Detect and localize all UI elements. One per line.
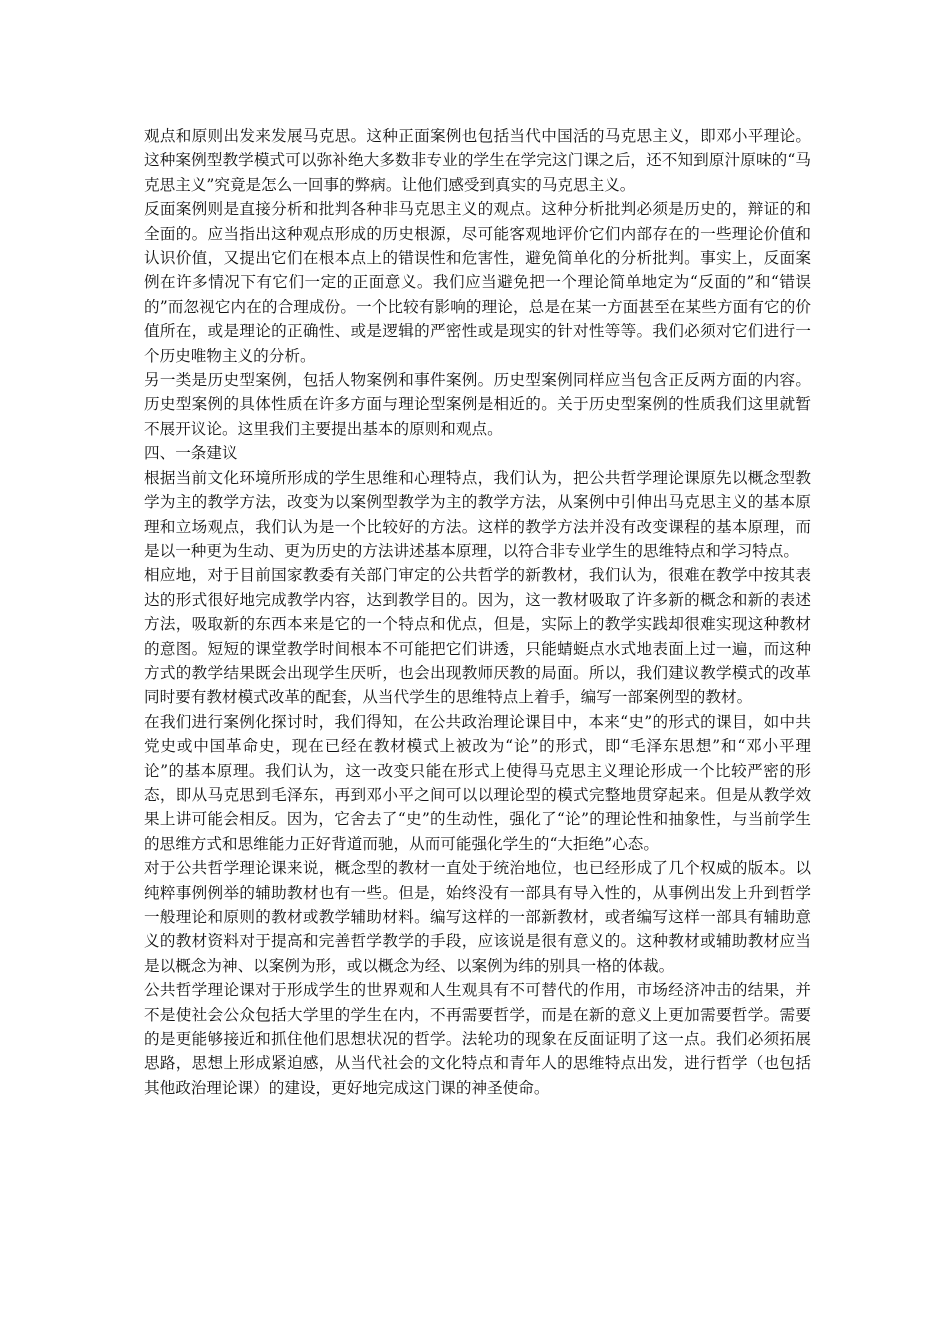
paragraph-negative-cases: 反面案例则是直接分析和批判各种非马克思主义的观点。这种分析批判必须是历史的，辩证的和全面的。应当指出这种观点形成的历史根源，尽可能客观地评价它们内部存在的一些理论价值和认识价值，又提出它们在根本点上的错误性和危害性，避免简单化的分析批判。事实上，反面案例在许多情况下有它们一定的正面意义。我们应当避免把一个理论简单地定为“反面的”和“错误的”而忽视它内在的合理成份。一个比较有影响的理论，总是在某一方面甚至在某些方面有它的价值所在，或是理论的正确性、或是逻辑的严密性或是现实的针对性等等。我们必须对它们进行一个历史唯物主义的分析。	[144, 200, 811, 365]
section-heading: 四、一条建议	[144, 444, 238, 463]
paragraph-historical-cases: 另一类是历史型案例，包括人物案例和事件案例。历史型案例同样应当包含正反两方面的内容。历史型案例的具体性质在许多方面与理论型案例是相近的。关于历史型案例的性质我们这里就暂不展开议论。这里我们主要提出基本的原则和观点。	[144, 371, 811, 438]
paragraph-conclusion: 公共哲学理论课对于形成学生的世界观和人生观具有不可替代的作用，市场经济冲击的结果，并不是使社会公众包括大学里的学生在内，不再需要哲学，而是在新的意义上更加需要哲学。需要的是更能够接近和抓住他们思想状况的哲学。法轮功的现象在反面证明了这一点。我们必须拓展思路，思想上形成紧迫感，从当代社会的文化特点和青年人的思维特点出发，进行哲学（也包括其他政治理论课）的建设，更好地完成这门课的神圣使命。	[144, 981, 811, 1097]
paragraph-recommendation: 根据当前文化环境所形成的学生思维和心理特点，我们认为，把公共哲学理论课原先以概念型教学为主的教学方法，改变为以案例型教学为主的教学方法，从案例中引伸出马克思主义的基本原理和立场观点，我们认为是一个比较好的方法。这样的教学方法并没有改变课程的基本原理，而是以一种更为生动、更为历史的方法讲述基本原理，以符合非专业学生的思维特点和学习特点。	[144, 468, 811, 560]
paragraph-history-vs-theory: 在我们进行案例化探讨时，我们得知，在公共政治理论课目中，本来“史”的形式的课目，如中共党史或中国革命史，现在已经在教材模式上被改为“论”的形式，即“毛泽东思想”和“邓小平理论”的基本原理。我们认为，这一改变只能在形式上使得马克思主义理论形成一个比较严密的形态，即从马克思到毛泽东，再到邓小平之间可以以理论型的模式完整地贯穿起来。但是从教学效果上讲可能会相反。因为，它舍去了“史”的生动性，强化了“论”的理论性和抽象性，与当前学生的思维方式和思维能力正好背道而驰，从而可能强化学生的“大拒绝”心态。	[144, 712, 811, 853]
paragraph-new-textbook: 相应地，对于目前国家教委有关部门审定的公共哲学的新教材，我们认为，很难在教学中按其表达的形式很好地完成教学内容，达到教学目的。因为，这一教材吸取了许多新的概念和新的表述方法，吸取新的东西本来是它的一个特点和优点，但是，实际上的教学实践却很难实现这种教材的意图。短短的课堂教学时间根本不可能把它们讲透，只能蜻蜓点水式地表面上过一遍，而这种方式的教学结果既会出现学生厌听，也会出现教师厌教的局面。所以，我们建议教学模式的改革同时要有教材模式改革的配套，从当代学生的思维特点上着手，编写一部案例型的教材。	[144, 566, 811, 707]
paragraph-positive-cases: 观点和原则出发来发展马克思。这种正面案例也包括当代中国活的马克思主义，即邓小平理论。这种案例型教学模式可以弥补绝大多数非专业的学生在学完这门课之后，还不知到原汁原味的“马克思主义”究竟是怎么一回事的弊病。让他们感受到真实的马克思主义。	[144, 127, 811, 194]
document-page	[144, 124, 811, 1100]
paragraph-textbook-forms: 对于公共哲学理论课来说，概念型的教材一直处于统治地位，也已经形成了几个权威的版本。以纯粹事例例举的辅助教材也有一些。但是，始终没有一部具有导入性的，从事例出发上升到哲学一般理论和原则的教材或教学辅助材料。编写这样的一部新教材，或者编写这样一部具有辅助意义的教材资料对于提高和完善哲学教学的手段，应该说是很有意义的。这种教材或辅助教材应当是以概念为神、以案例为形，或以概念为经、以案例为纬的别具一格的体裁。	[144, 859, 811, 975]
